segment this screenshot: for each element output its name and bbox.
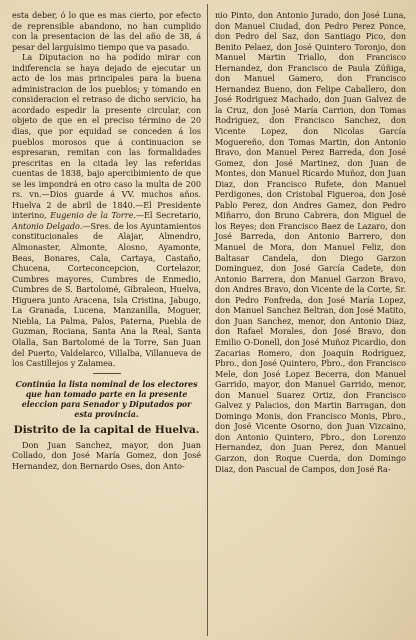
municipalities-list: .—Sres. de los Ayuntamientos constitucionales de Alajar, Almendro, Almonaster, Almonte, Alosno, Ayamonte, Beas, Bonares, Cala, Cartaya, Castaño, Chucena, Corteconcepcion, Cortelazor, Cumbres mayores, Cumbres de Enmedio, Cumbres de S. Bartolomé, Gibraleon, Huelva, Higuera junto Aracena, Isla Cristina, Jabugo, La Granada, Lucena, Manzanilla, Moguer, Niebla, La Palma, Palos, Paterna, Puebla de Guzman, Rociana, Santa Ana la Real, Santa Olalla, San Bartolomé de la Torre, San Juan del Puerto, Valdelarco, Villalba, Villanueva de los Castillejos y Zalamea. (12, 220, 201, 369)
secretary-signature: Antonio Delgado (12, 220, 80, 231)
district-heading: Distrito de la capital de Huelva. (13, 423, 200, 436)
electors-list-continued: nio Pinto, don Antonio Jurado, don José Luna, don Manuel Ciudad, don Pedro Perez Ponce, don Pedro del Saz, don Santiago Pico, don Benito Pelaez, don José Quintero Toronjo, don Manuel Martin Triallo, don Francisco Hernandez, don Francisco de Paula Zúñiga, don Manuel Gamero, don Francisco Hernandez Bueno, don Felipe Caballero, don José Rodriguez Machado, don Juan Galvez de la Cruz, don José María Carrion, don Tomas Rodriguez, don Francisco Sanchez, don Vicente Lopez, don Nicolas García Moguereño, don Tomas Martin, don Antonio Bravo, don Manuel Perez Barreda, don José Gomez, don José Martinez, don Juan de Montes, don Manuel Ricardo Muñoz, don Juan Diaz, don Francisco Rufete, don Manuel Perdigones, don Cristobal Figueroa, don José Pablo Perez, don Andres Gamez, don Pedro Miñarro, don Bruno Cabrera, don Miguel de los Reyes; don Francisco Baez de Lazaro, don José Barreda, don Antonio Barrero, don Manuel de Mora, don Manuel Feliz, don Baltasar Candela, don Diego Garzon Dominguez, don José García Cadete, don Antonio Barrera, don Manuel Garzon Bravo, don Andres Bravo, don Vicente de la Corte, Sr. don Pedro Fonfreda, don José María Lopez, don Manuel Sanchez Beltran, don José Matito, don Juan Sanchez, menor, don Antonio Diaz, don Rafael Morales, don José Bravo, don Emilio O-Donell, don José Muñoz Picardio, don Zacarias Romero, don Joaquin Rodriguez, Pbro., don José Quintero, Pbro., don Francisco Mele, don José Lopez Becerra, don Manuel Garrido, mayor, don Manuel Garrido, menor, don Manuel Suarez Ortiz, don Francisco Galvez y Palacios, don Martin Barragan, don Domingo Monis, don Francisco Monis, Pbro., don José Vicente Osorno, don Juan Vizcaino, don Antonio Quintero, Pbro., don Lorenzo Hernandez, don Juan Perez, don Manuel Garzon, don Roque Cuerda, don Domingo Diaz, don Pascual de Campos, don José Ra- (215, 10, 406, 474)
list-subheading: Continúa la lista nominal de los electores que han tomado parte en la presente eleccion para Senador y Diputados por esta provincia. (15, 379, 198, 419)
president-signature: Eugenio de la Torre (50, 210, 134, 221)
circular-body: La Diputacion no ha podido mirar con indiferencia se haya dejado de ejecutar un acto de los mas principales para la buena administracion de los pueblos; y tomando en consideracion el retraso de dicho servicio, ha acordado espedir la presente circular, con objeto de que en el preciso término de 20 dias, que por equidad se conceden á los pueblos morosos que á continuacion se espresaran, remitan con las formalidades prescritas en la citada ley las referidas cuentas de 1838, bajo apercibimiento de que se les impondrá en otro caso la multa de 200 rs. vn.—Dios guarde á VV. muchos años. Huelva 2 de abril de 1840.—El Presidente interino, (12, 52, 201, 221)
left-column (12, 10, 201, 471)
electors-list-start: Don Juan Sanchez, mayor, don Juan Collado, don José María Gomez, don José Hernandez, don Bernardo Oses, don Anto- (12, 439, 201, 471)
section-divider (93, 373, 121, 374)
circular-mid: .—El Secretario, (133, 210, 201, 221)
paragraph-continuation: esta deber, ó lo que es mas cierto, por efecto de reprensible abandono, no han cumplido con la presentacion de las del año de 38, á pesar del larguísimo tiempo que va pasado. (12, 10, 201, 52)
right-column (215, 10, 406, 474)
column-divider (207, 4, 208, 636)
paragraph-circular (12, 52, 201, 368)
